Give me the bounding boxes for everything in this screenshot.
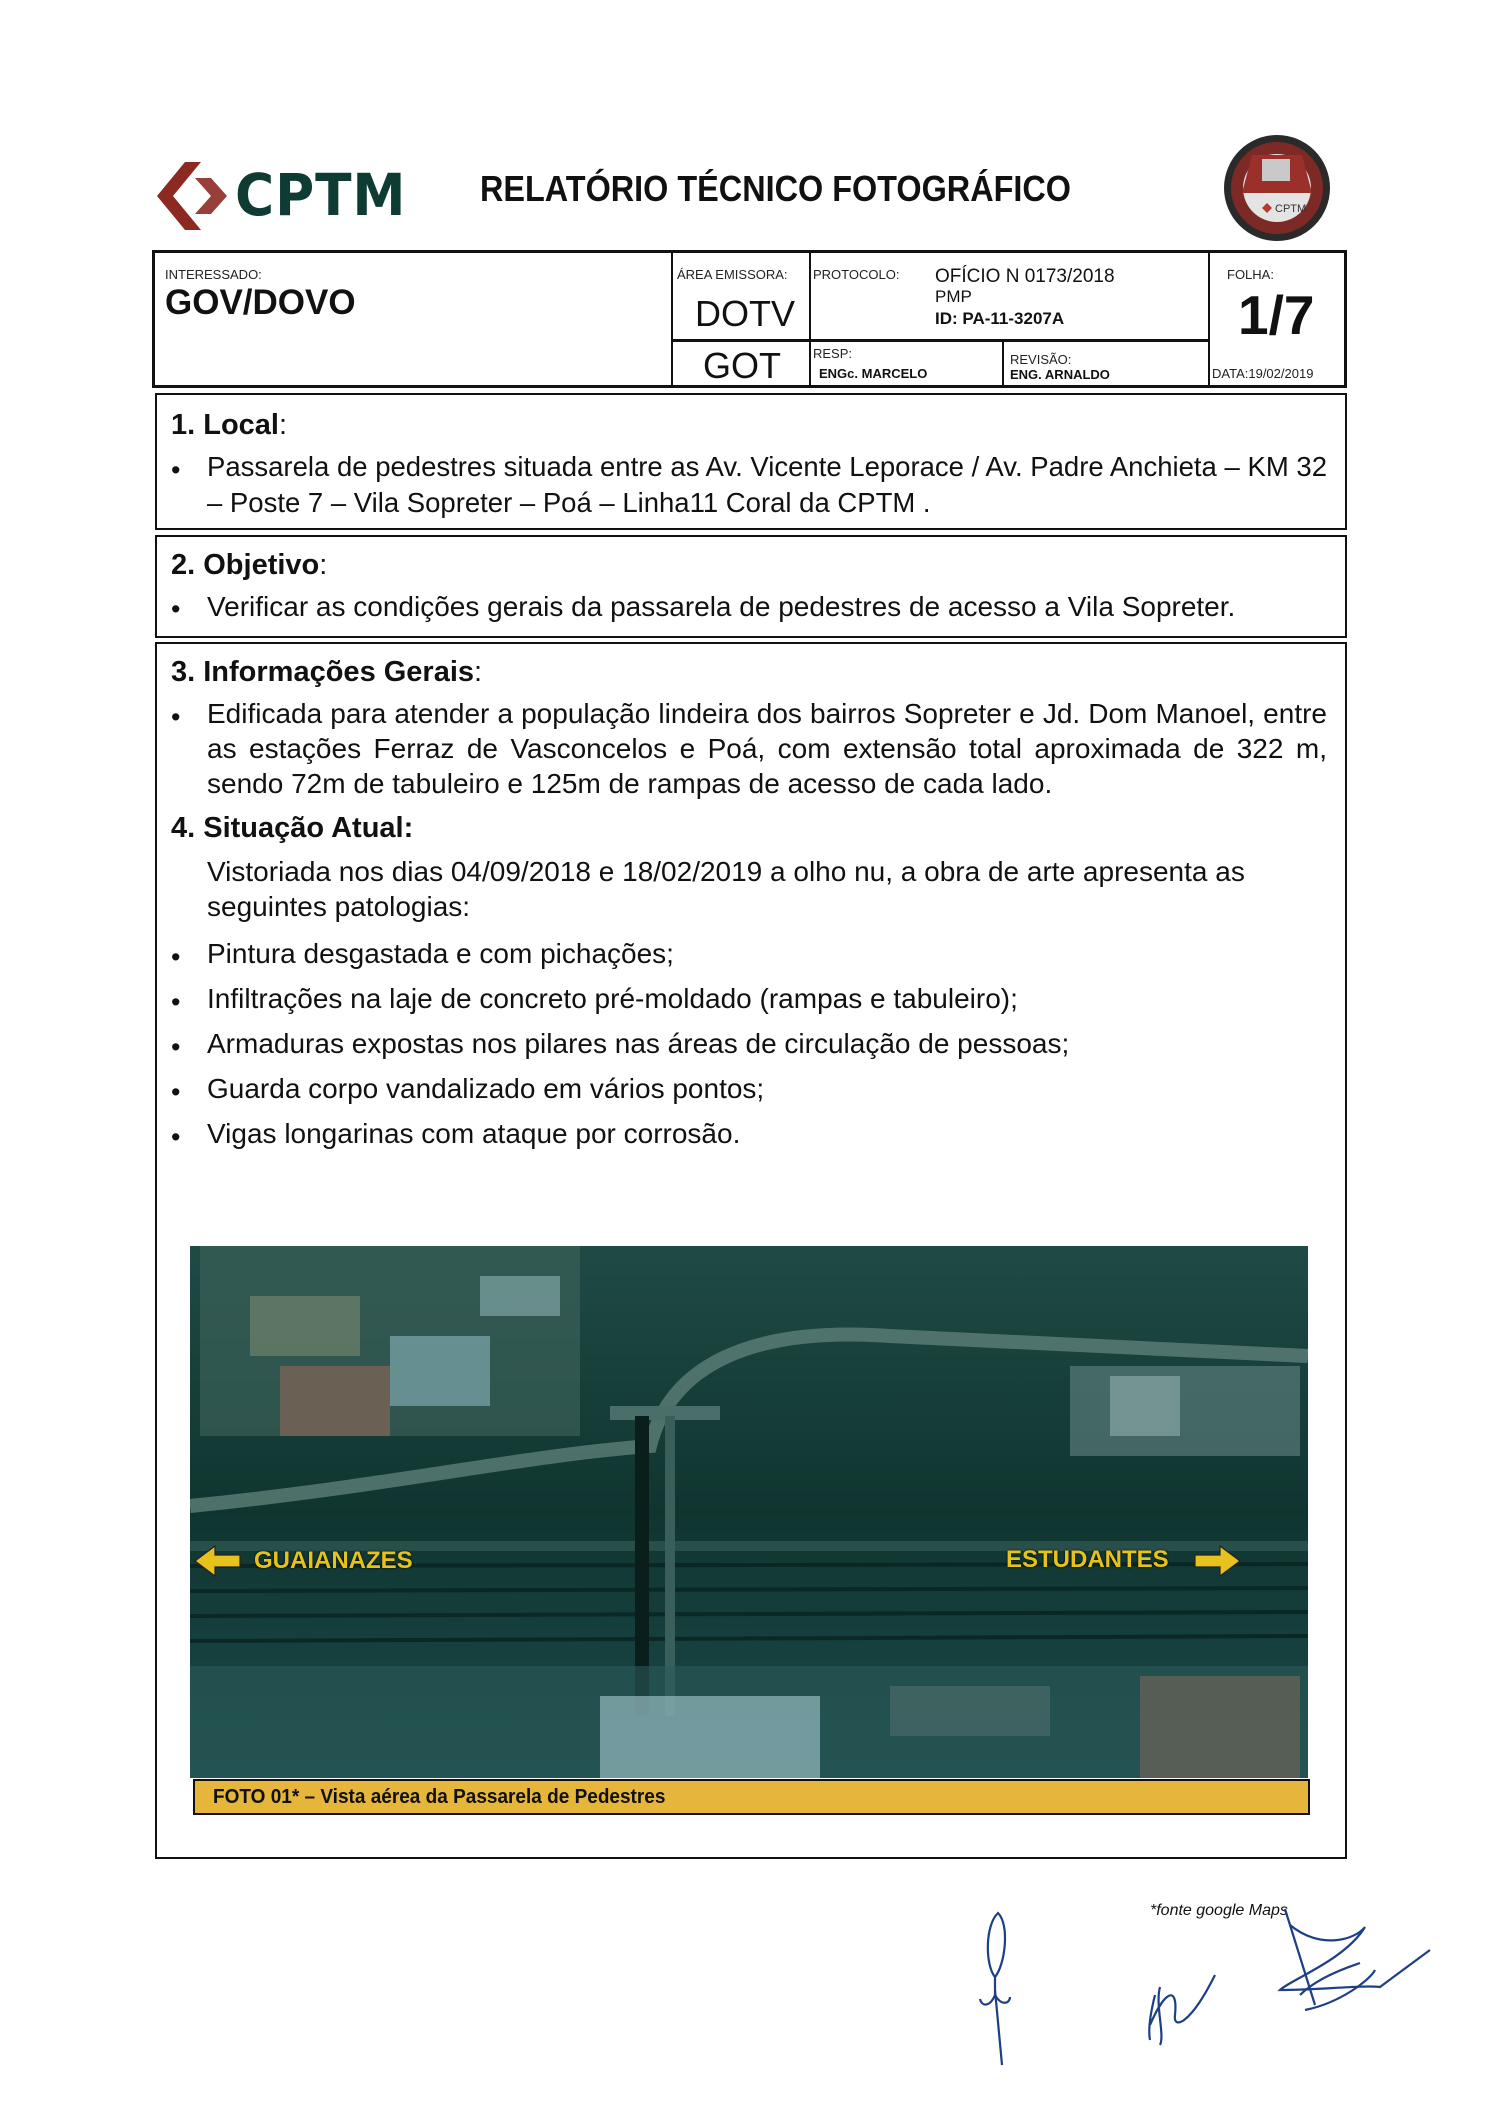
cptm-logo xyxy=(155,160,415,230)
protocolo-id: ID: PA-11-3207A xyxy=(935,309,1065,328)
bullet-icon: • xyxy=(171,702,181,732)
bullet-icon: • xyxy=(171,1077,181,1107)
protocolo-line1: OFÍCIO N 0173/2018 xyxy=(935,266,1115,287)
section-local xyxy=(155,393,1347,530)
label-guaianazes: GUAIANAZES xyxy=(254,1547,413,1574)
label-estudantes: ESTUDANTES xyxy=(1006,1546,1169,1573)
situacao-item: Infiltrações na laje de concreto pré-moldado (rampas e tabuleiro); xyxy=(207,983,1018,1014)
data-label: DATA: xyxy=(1212,366,1249,381)
informacoes-text: Edificada para atender a população lindeira dos bairros Sopreter e Jd. Dom Manoel, entre as estações Ferraz de Vasconcelos e Poá, com extensão total aproximada de 322 m, sendo 72m de tabuleiro e 125m de rampas de acesso de cada lado. xyxy=(207,698,1327,799)
quality-seal-icon xyxy=(1222,133,1332,243)
seal-text: CPTM xyxy=(1275,203,1307,215)
quality-seal xyxy=(1222,133,1332,243)
resp-label: RESP: xyxy=(813,346,853,361)
situacao-item: Vigas longarinas com ataque por corrosão. xyxy=(207,1118,741,1149)
interessado-value: GOV/DOVO xyxy=(165,283,356,322)
signature-2 xyxy=(1149,1975,1215,2045)
section-title: 2. Objetivo: xyxy=(171,549,328,581)
area-emissora-label: ÁREA EMISSORA: xyxy=(677,267,788,282)
folha-label: FOLHA: xyxy=(1227,267,1274,282)
protocolo-line2: PMP xyxy=(935,287,972,306)
situacao-intro: Vistoriada nos dias 04/09/2018 e 18/02/2019 a olho nu, a obra de arte apresenta as seguintes patologias: xyxy=(207,856,1245,922)
bullet-icon: • xyxy=(171,455,181,485)
folha-value: 1/7 xyxy=(1238,284,1315,346)
section-title-situacao: 4. Situação Atual: xyxy=(171,812,414,844)
interessado-label: INTERESSADO: xyxy=(165,267,262,282)
document-title: RELATÓRIO TÉCNICO FOTOGRÁFICO xyxy=(480,168,1071,209)
logo-text: CPTM xyxy=(235,161,407,229)
photo-caption xyxy=(193,1779,1310,1815)
section-title: 1. Local: xyxy=(171,409,288,441)
signature-1 xyxy=(980,1913,1010,2065)
cptm-logo-icon xyxy=(155,160,230,232)
section-objetivo xyxy=(155,535,1347,638)
aerial-photo xyxy=(190,1246,1308,1778)
area-emissora-value: DOTV xyxy=(695,293,796,334)
situacao-item: Pintura desgastada e com pichações; xyxy=(207,938,674,969)
aerial-photo-image xyxy=(190,1246,1308,1778)
local-text: Passarela de pedestres situada entre as Av. Vicente Leporace / Av. Padre Anchieta – KM 32 – Poste 7 – Vila Sopreter – Poá – Linha11 Coral da CPTM . xyxy=(207,451,1327,518)
data-value: 19/02/2019 xyxy=(1248,366,1314,381)
section-title: 3. Informações Gerais: xyxy=(171,656,483,688)
signature-3 xyxy=(1280,1909,1430,2010)
resp-value: ENGc. MARCELO xyxy=(819,366,928,381)
revisao-label: REVISÃO: xyxy=(1010,352,1072,367)
bullet-icon: • xyxy=(171,942,181,972)
bullet-icon: • xyxy=(171,987,181,1017)
info-table xyxy=(152,250,1347,388)
signatures xyxy=(960,1895,1440,2095)
photo-caption-text: FOTO 01* – Vista aérea da Passarela de Pedestres xyxy=(213,1786,666,1808)
objetivo-text: Verificar as condições gerais da passarela de pedestres de acesso a Vila Sopreter. xyxy=(207,591,1236,622)
bullet-icon: • xyxy=(171,1122,181,1152)
source-note: *fonte google Maps xyxy=(1150,1902,1288,1919)
situacao-item: Guarda corpo vandalizado em vários pontos; xyxy=(207,1073,765,1104)
data-field xyxy=(1212,366,1313,381)
protocolo-label: PROTOCOLO: xyxy=(813,267,900,282)
area-emissora-sub: GOT xyxy=(703,345,781,386)
bullet-icon: • xyxy=(171,594,181,624)
revisao-value: ENG. ARNALDO xyxy=(1010,367,1110,382)
situacao-item: Armaduras expostas nos pilares nas áreas de circulação de pessoas; xyxy=(207,1028,1070,1059)
bullet-icon: • xyxy=(171,1032,181,1062)
